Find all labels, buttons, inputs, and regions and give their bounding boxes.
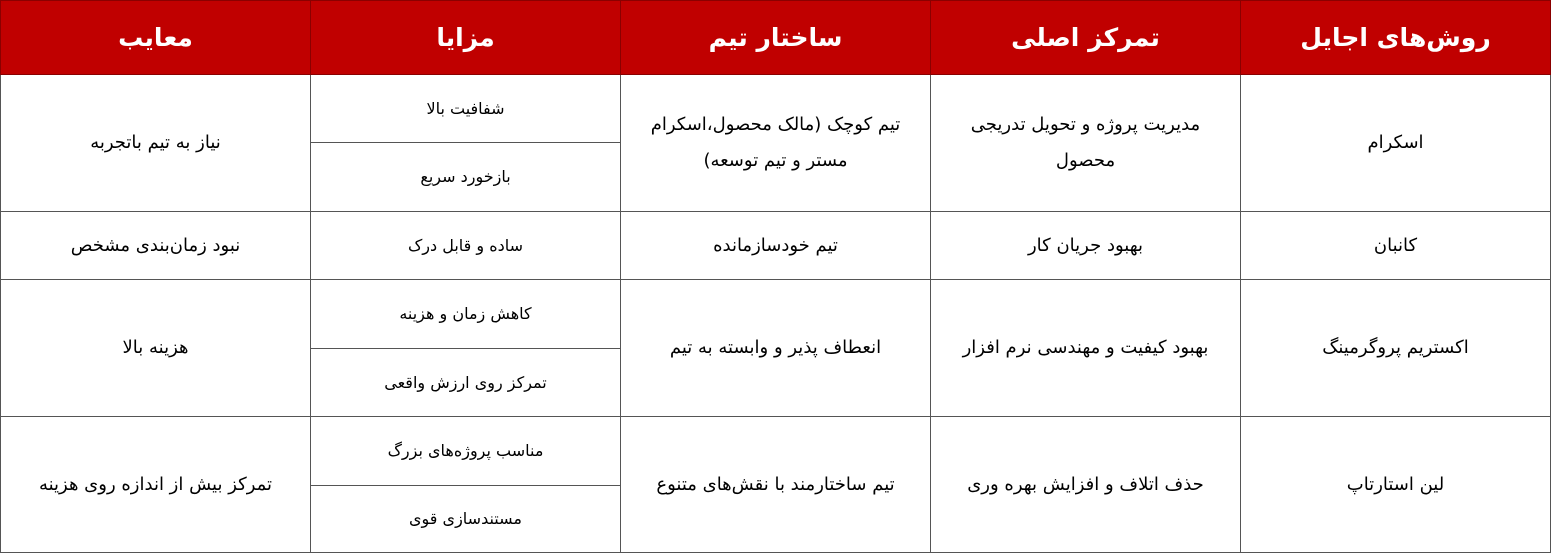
advantage-cell: بازخورد سریع bbox=[311, 143, 621, 212]
disadvantage-cell: نبود زمان‌بندی مشخص bbox=[1, 212, 311, 280]
team-cell: تیم خودسازمانده bbox=[621, 212, 931, 280]
advantage-cell: مستندسازی قوی bbox=[311, 486, 621, 553]
method-cell: اسکرام bbox=[1241, 75, 1551, 212]
team-cell: تیم کوچک (مالک محصول،اسکرام مستر و تیم توسعه) bbox=[621, 75, 931, 212]
team-cell: تیم ساختارمند با نقش‌های متنوع bbox=[621, 417, 931, 553]
focus-cell: مدیریت پروژه و تحویل تدریجی محصول bbox=[931, 75, 1241, 212]
header-main-focus: تمرکز اصلی bbox=[931, 1, 1241, 75]
header-row bbox=[1, 1, 1551, 75]
table-row bbox=[1, 75, 1551, 143]
disadvantage-cell: تمرکز بیش از اندازه روی هزینه bbox=[1, 417, 311, 553]
advantage-cell: کاهش زمان و هزینه bbox=[311, 280, 621, 349]
disadvantage-cell: نیاز به تیم باتجربه bbox=[1, 75, 311, 212]
focus-cell: بهبود جریان کار bbox=[931, 212, 1241, 280]
table-row bbox=[1, 212, 1551, 280]
header-team-structure: ساختار تیم bbox=[621, 1, 931, 75]
header-disadvantages: معایب bbox=[1, 1, 311, 75]
focus-cell: حذف اتلاف و افزایش بهره وری bbox=[931, 417, 1241, 553]
method-cell: کانبان bbox=[1241, 212, 1551, 280]
table-row bbox=[1, 417, 1551, 486]
advantage-cell: ساده و قابل درک bbox=[311, 212, 621, 280]
method-cell: اکستریم پروگرمینگ bbox=[1241, 280, 1551, 417]
focus-cell: بهبود کیفیت و مهندسی نرم افزار bbox=[931, 280, 1241, 417]
header-methods: روش‌های اجایل bbox=[1241, 1, 1551, 75]
header-advantages: مزایا bbox=[311, 1, 621, 75]
advantage-cell: تمرکز روی ارزش واقعی bbox=[311, 349, 621, 417]
disadvantage-cell: هزینه بالا bbox=[1, 280, 311, 417]
team-cell: انعطاف پذیر و وابسته به تیم bbox=[621, 280, 931, 417]
advantage-cell: شفافیت بالا bbox=[311, 75, 621, 143]
method-cell: لین استارتاپ bbox=[1241, 417, 1551, 553]
advantage-cell: مناسب پروژه‌های بزرگ bbox=[311, 417, 621, 486]
table-row bbox=[1, 280, 1551, 349]
